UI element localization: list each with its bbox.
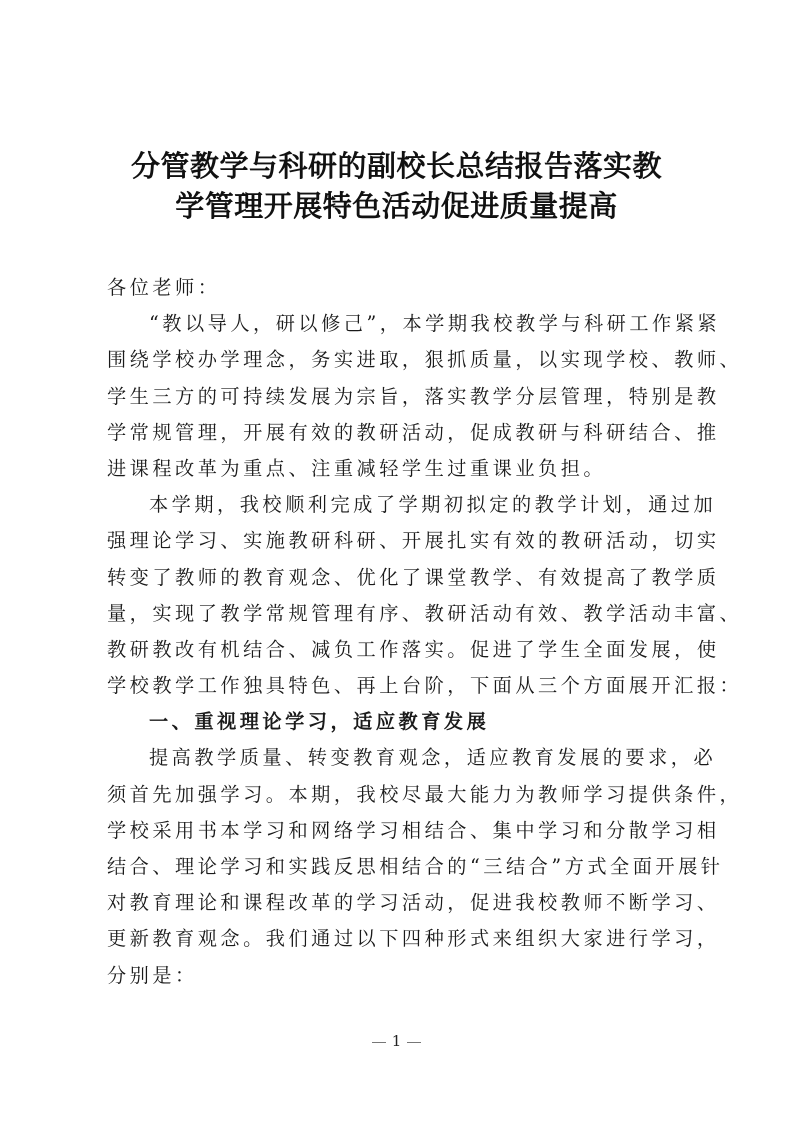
text-line: 学常规管理，开展有效的教研活动，促成教研与科研结合、推	[107, 420, 720, 444]
text-line: 对教育理论和课程改革的学习活动，促进我校教师不断学习、	[107, 891, 720, 915]
text-line: 须首先加强学习。本期，我校尽最大能力为教师学习提供条件，	[107, 782, 743, 806]
text-line: 更新教育观念。我们通过以下四种形式来组织大家进行学习，	[107, 927, 720, 951]
title-line: 分管教学与科研的副校长总结报告落实教	[130, 149, 662, 183]
paragraph-intro	[107, 306, 743, 487]
section-heading: 一、重视理论学习，适应教育发展	[149, 710, 490, 734]
document-title	[90, 146, 703, 226]
page-number	[0, 1032, 793, 1050]
text-line: 学生三方的可持续发展为宗旨，落实教学分层管理，特别是教	[107, 384, 720, 408]
text-line: 转变了教师的教育观念、优化了课堂教学、有效提高了教学质	[107, 565, 720, 589]
text-line: 分别是：	[107, 963, 198, 987]
paragraph-theory-study	[107, 740, 743, 993]
text-line: 学校教学工作独具特色、再上台阶，下面从三个方面展开汇报：	[107, 674, 743, 698]
dash-right	[407, 1042, 421, 1043]
text-line: 结合、理论学习和实践反思相结合的“三结合”方式全面开展针	[107, 855, 724, 878]
paragraph-summary	[107, 487, 743, 704]
document-body	[107, 270, 743, 994]
text-line: 进课程改革为重点、注重减轻学生过重课业负担。	[107, 456, 607, 480]
title-line: 学管理开展特色活动促进质量提高	[175, 189, 618, 223]
salutation: 各位老师：	[107, 276, 221, 299]
dash-left	[372, 1042, 386, 1043]
text-line: “教以导人，研以修己”，本学期我校教学与科研工作紧紧	[149, 312, 721, 336]
text-line: 量，实现了教学常规管理有序、教研活动有效、教学活动丰富、	[107, 601, 743, 625]
text-line: 提高教学质量、转变教育观念，适应教育发展的要求，必	[149, 746, 717, 770]
page-number-value: 1	[391, 1032, 402, 1050]
text-line: 学校采用书本学习和网络学习相结合、集中学习和分散学习相	[107, 818, 720, 842]
text-line: 教研教改有机结合、减负工作落实。促进了学生全面发展，使	[107, 637, 720, 661]
text-line: 围绕学校办学理念，务实进取，狠抓质量，以实现学校、教师、	[107, 348, 743, 372]
text-line: 强理论学习、实施教研科研、开展扎实有效的教研活动，切实	[107, 529, 720, 553]
text-line: 本学期，我校顺利完成了学期初拟定的教学计划，通过加	[149, 493, 717, 517]
